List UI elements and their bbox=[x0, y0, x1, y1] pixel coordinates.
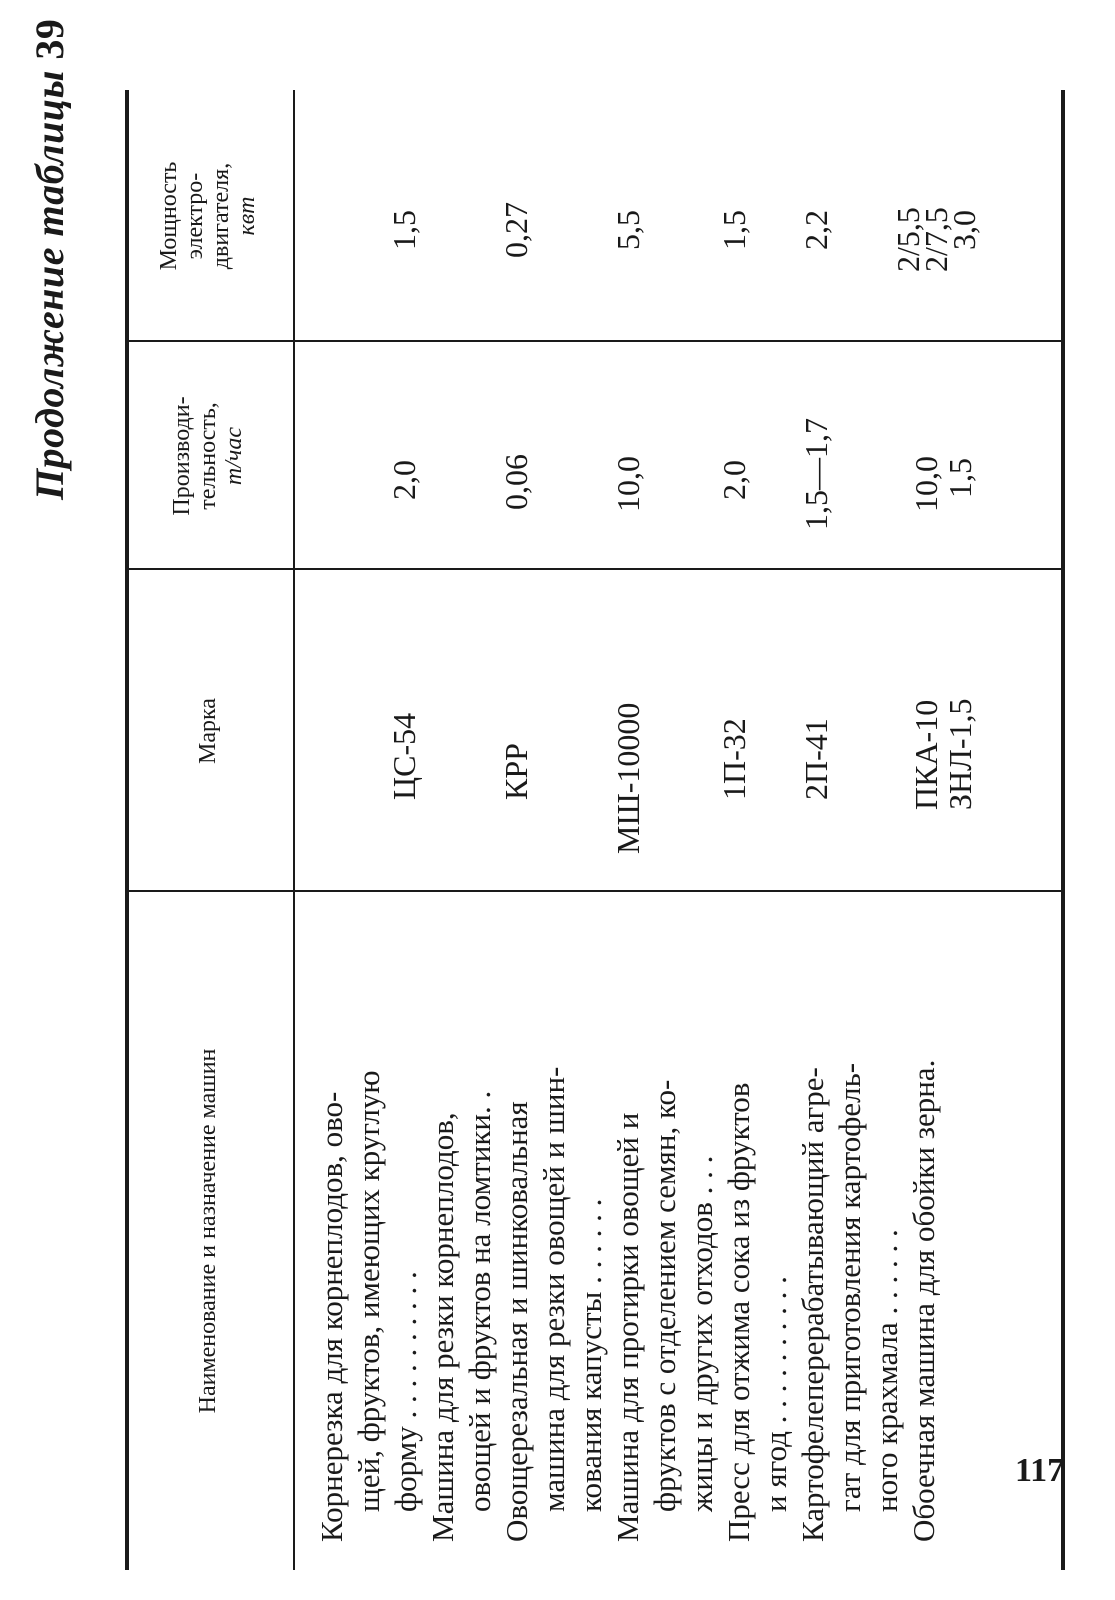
power-cell: 2,2 bbox=[798, 210, 834, 250]
power-cell: 3,0 bbox=[946, 210, 982, 250]
table-top-rule bbox=[125, 90, 129, 1570]
table-row-6: Картофелеперерабатывающий агре- гат для приготовления картофель- ного крахмала . . . . . . bbox=[795, 1062, 904, 1542]
mark-cell: ПКА-10 bbox=[908, 699, 944, 810]
power-cell: 1,5 bbox=[716, 210, 752, 250]
caption-text: Продолжение таблицы bbox=[27, 70, 72, 500]
table-row-3: Овощерезальная и шинковальная машина для резки овощей и шин- кования капусты . . . . . . bbox=[499, 1066, 608, 1542]
power-cell: 2/5,5 bbox=[890, 207, 926, 272]
header-capacity: Производи- тельность, т/час bbox=[169, 396, 247, 516]
capacity-cell: 2,0 bbox=[386, 460, 422, 500]
mark-cell: ЗНЛ-1,5 bbox=[942, 698, 978, 810]
mark-cell: КРР bbox=[498, 743, 534, 800]
power-cell: 5,5 bbox=[610, 210, 646, 250]
caption-number: 39 bbox=[27, 18, 72, 60]
table-row-2: Машина для резки корнеплодов, овощей и фруктов на ломтики. . bbox=[425, 1090, 497, 1542]
machines-table bbox=[125, 90, 1065, 1570]
capacity-cell: 1,5 bbox=[942, 458, 978, 498]
mark-cell: 2П-41 bbox=[798, 718, 834, 800]
header-power: Мощность электро- двигателя, квт bbox=[156, 161, 260, 271]
table-bottom-rule bbox=[1061, 90, 1065, 1570]
capacity-cell: 2,0 bbox=[716, 460, 752, 500]
capacity-cell: 10,0 bbox=[610, 456, 646, 512]
mark-cell: 1П-32 bbox=[716, 718, 752, 800]
capacity-cell: 0,06 bbox=[498, 454, 534, 510]
table-row-1: Корнерезка для корнеплодов, ово- щей, фруктов, имеющих круглую форму . . . . . . . . . . bbox=[314, 1070, 423, 1542]
machine-names bbox=[313, 892, 942, 1542]
table-row-7: Обоечная машина для обойки зерна. bbox=[906, 1059, 941, 1542]
table-row-5: Пресс для отжима сока из фруктов и ягод . . . . . . . . . . bbox=[721, 1082, 793, 1542]
page-number: 117 bbox=[1015, 1452, 1065, 1489]
mark-cell: МШ-10000 bbox=[610, 702, 646, 854]
power-cell: 1,5 bbox=[386, 210, 422, 250]
header-rule bbox=[293, 90, 295, 1570]
table-row-4: Машина для протирки овощей и фруктов с отделением семян, ко- жицы и других отходов . . . bbox=[610, 1079, 719, 1542]
power-cell: 0,27 bbox=[498, 202, 534, 258]
mark-cell: ЦС-54 bbox=[386, 712, 422, 800]
power-cell: 2/7,5 bbox=[918, 207, 954, 272]
header-mark: Марка bbox=[195, 698, 221, 764]
capacity-cell: 10,0 bbox=[908, 456, 944, 512]
table-caption bbox=[26, 19, 73, 500]
header-name: Наименование и назначение машин bbox=[195, 1048, 221, 1414]
capacity-cell: 1,5—1,7 bbox=[798, 418, 834, 530]
